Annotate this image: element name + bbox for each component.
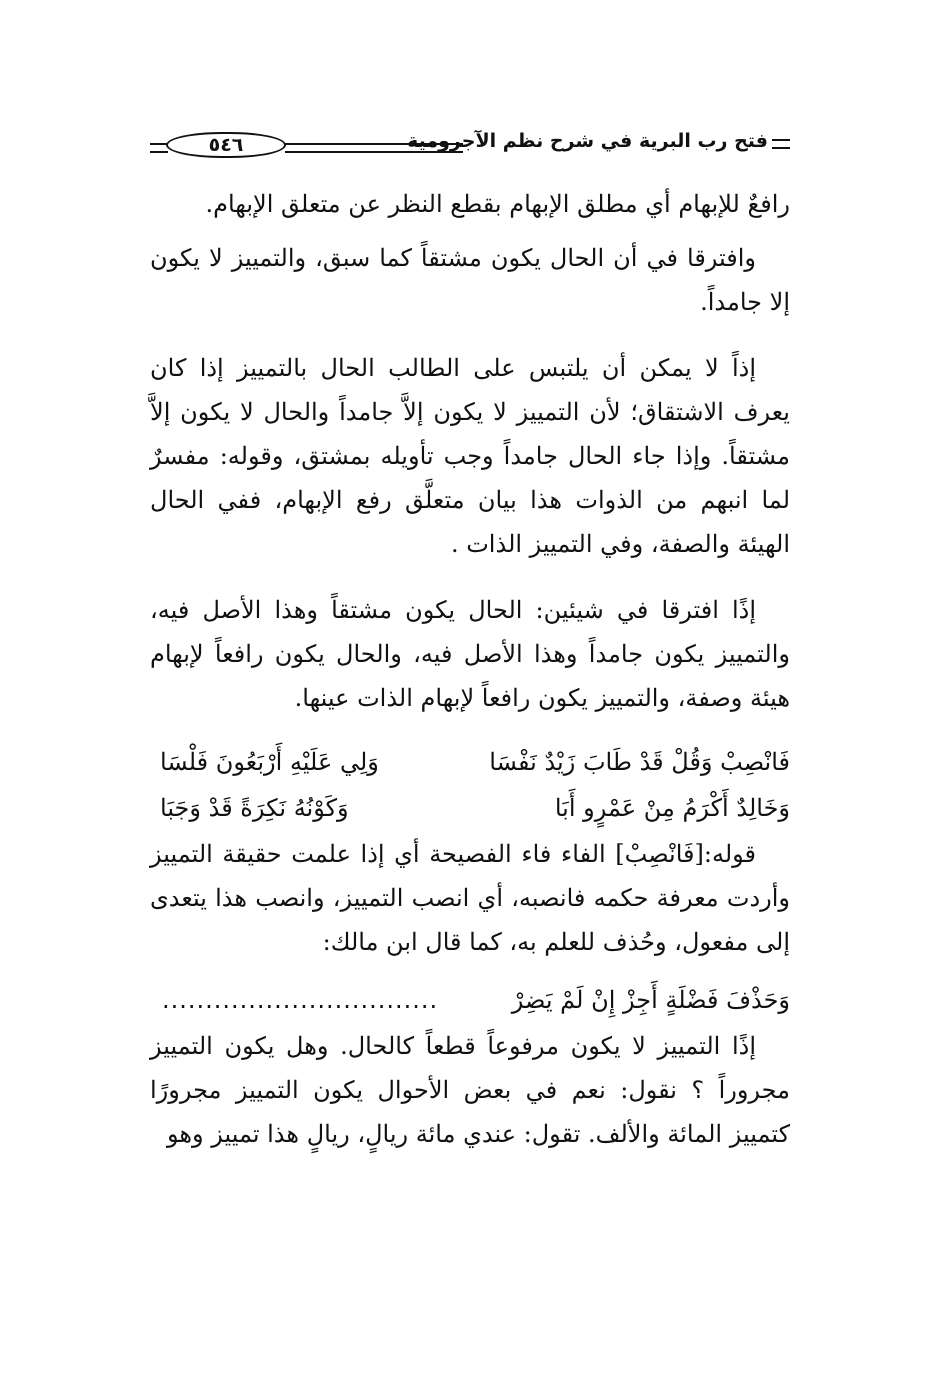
quoted-hemistich: وَحَذْفَ فَضْلَةٍ أَجِزْ إِنْ لَمْ يَضِرْ xyxy=(511,986,790,1014)
poem-line-1 xyxy=(150,740,790,786)
spacer xyxy=(150,324,790,346)
paragraph: وافترقا في أن الحال يكون مشتقاً كما سبق، والتمييز لا يكون إلا جامداً. xyxy=(150,244,790,316)
paragraph: إذاً لا يمكن أن يلتبس على الطالب الحال بالتمييز إذا كان يعرف الاشتقاق؛ لأن التمييز لا يكون إلاَّ جامداً والحال لا يكون إلاَّ مشتقاً. وإذا جاء الحال جامداً وجب تأويله بمشتق، وقوله: مفسرٌ لما انبهم من الذوات هذا بيان متعلَّق رفع الإبهام، ففي الحال الهيئة والصفة، وفي التمييز الذات . xyxy=(150,354,791,558)
header-rule-middle xyxy=(285,143,463,153)
ellipsis-dots: ................................ xyxy=(162,986,439,1014)
quoted-verse xyxy=(150,978,790,1024)
spacer xyxy=(150,566,790,588)
header-rule-left xyxy=(150,143,168,153)
paragraph: قوله:[فَانْصِبْ] الفاء فاء الفصيحة أي إذا علمت حقيقة التمييز وأردت معرفة حكمه فانصبه، أي انصب التمييز، وانصب هذا يتعدى إلى مفعول، وحُذف للعلم به، كما قال ابن مالك: xyxy=(150,840,790,956)
paragraph: إذًا التمييز لا يكون مرفوعاً قطعاً كالحال. وهل يكون التمييز مجروراً ؟ نقول: نعم في بعض الأحوال يكون التمييز مجرورًا كتمييز المائة والألف. تقول: عندي مائة ريالٍ، ريالٍ هذا تمييز وهو xyxy=(150,1032,790,1148)
page-body xyxy=(150,182,790,1156)
book-title: فتح رب البرية في شرح نظم الآجرومية xyxy=(407,130,768,152)
paragraph: إذًا افترقا في شيئين: الحال يكون مشتقاً وهذا الأصل فيه، والتمييز يكون جامداً وهذا الأصل فيه، والحال يكون رافعاً لإبهام هيئة وصفة، والتمييز يكون رافعاً لإبهام الذات عينها. xyxy=(150,596,790,712)
poem-hemistich: فَانْصِبْ وَقُلْ قَدْ طَابَ زَيْدٌ نَفْسَا xyxy=(489,748,790,776)
poem-hemistich: وَكَوْنُهُ نَكِرَةً قَدْ وَجَبَا xyxy=(160,794,349,822)
page-header xyxy=(150,130,790,162)
spacer xyxy=(150,964,790,978)
header-rule-right xyxy=(772,139,790,149)
spacer xyxy=(150,720,790,740)
poem-hemistich: وَخَالِدٌ أَكْرَمُ مِنْ عَمْرٍو أَبَا xyxy=(554,794,790,822)
poem-hemistich: وَلِي عَلَيْهِ أَرْبَعُونَ فَلْسَا xyxy=(160,748,379,776)
spacer xyxy=(150,226,790,236)
page-number: ٥٤٦ xyxy=(166,132,286,158)
poem-line-2 xyxy=(150,786,790,832)
paragraph: رافعٌ للإبهام أي مطلق الإبهام بقطع النظر عن متعلق الإبهام. xyxy=(205,190,790,218)
